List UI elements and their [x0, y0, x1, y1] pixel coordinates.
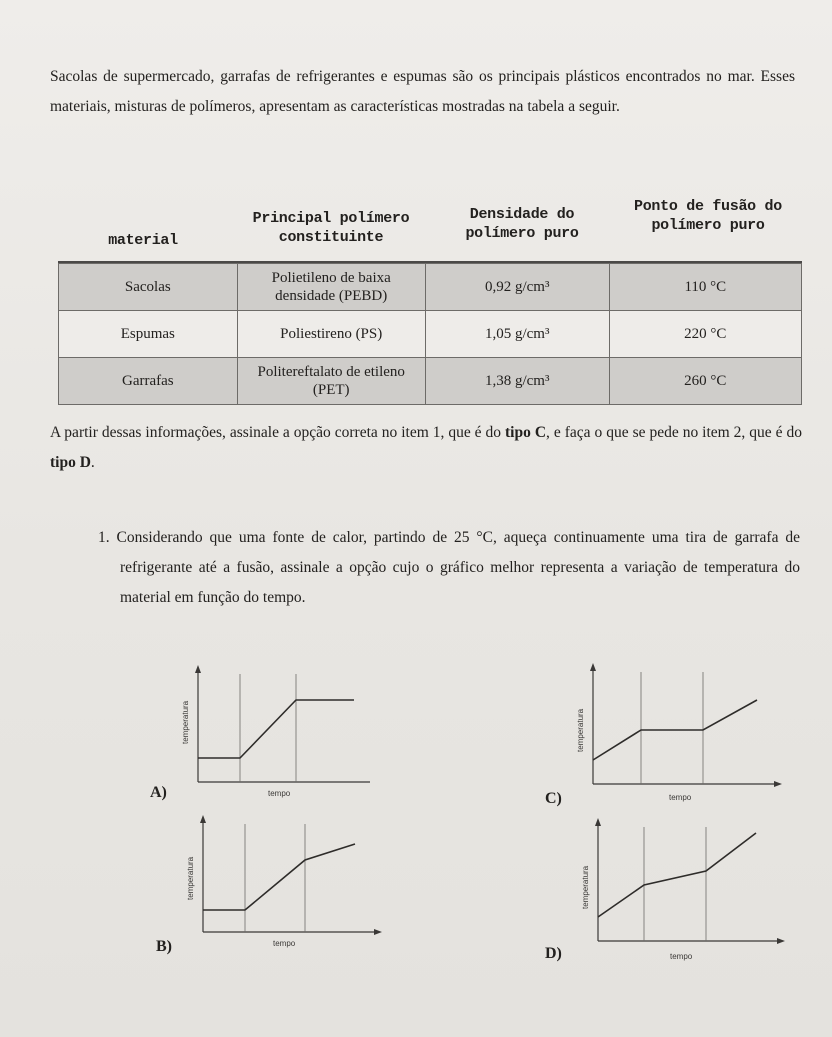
option-a-letter[interactable]: A) — [150, 784, 167, 801]
instruction-text-3: . — [90, 454, 95, 471]
x-label: tempo — [273, 939, 296, 948]
cell-density: 1,05 g/cm³ — [425, 311, 609, 358]
y-label: temperatura — [581, 865, 590, 909]
header-polymer: Principal polímero constituinte — [252, 210, 410, 246]
header-material: material — [108, 232, 178, 249]
option-b-letter[interactable]: B) — [156, 938, 172, 955]
instruction-text-2: , e faça o que se pede no item 2, que é do — [546, 424, 802, 441]
graph-c[interactable] — [565, 660, 785, 815]
table-row — [59, 358, 802, 405]
y-axis-arrow-icon — [200, 815, 206, 823]
curve — [598, 833, 756, 917]
option-d-letter[interactable]: D) — [545, 945, 562, 962]
graph-a[interactable] — [170, 662, 370, 812]
polymer-table — [58, 195, 802, 405]
cell-melting-point: 260 °C — [609, 358, 801, 405]
x-axis-arrow-icon — [774, 781, 782, 787]
x-label: tempo — [669, 793, 692, 802]
table-row — [59, 311, 802, 358]
instruction-tipo-d: tipo D — [50, 454, 91, 471]
x-label: tempo — [268, 789, 291, 798]
instruction-text-1: A partir dessas informações, assinale a opção correta no item 1, que é do — [50, 424, 506, 441]
cell-polymer: Politereftalato de etileno (PET) — [237, 358, 425, 405]
cell-melting-point: 220 °C — [609, 311, 801, 358]
intro-paragraph: Sacolas de supermercado, garrafas de refrigerantes e espumas são os principais plásticos encontrados no mar. Esses materiais, misturas de polímeros, apresentam as características mostradas na tabela a seguir. — [50, 68, 795, 115]
cell-polymer: Polietileno de baixa densidade (PEBD) — [237, 264, 425, 311]
x-label: tempo — [670, 952, 693, 961]
table-header — [58, 195, 802, 263]
cell-density: 1,38 g/cm³ — [425, 358, 609, 405]
table-body — [58, 263, 802, 405]
item-1-paragraph: 1. Considerando que uma fonte de calor, partindo de 25 °C, aqueça continuamente uma tira de garrafa de refrigerante até a fusão, assinale a opção cujo o gráfico melhor representa a variação de temperatura do material em função do tempo. — [98, 529, 800, 606]
header-melting-point: Ponto de fusão do polímero puro — [634, 198, 782, 234]
y-label: temperatura — [576, 708, 585, 752]
cell-material: Sacolas — [59, 264, 238, 311]
cell-material: Espumas — [59, 311, 238, 358]
y-axis-arrow-icon — [595, 818, 601, 826]
header-density: Densidade do polímero puro — [465, 206, 579, 242]
curve — [198, 700, 354, 758]
cell-density: 0,92 g/cm³ — [425, 264, 609, 311]
cell-polymer: Poliestireno (PS) — [237, 311, 425, 358]
y-label: temperatura — [181, 700, 190, 744]
table-top-rule — [58, 261, 802, 263]
curve — [593, 700, 757, 760]
x-axis-arrow-icon — [777, 938, 785, 944]
graph-d[interactable] — [570, 815, 790, 970]
graph-b[interactable] — [175, 812, 385, 962]
instruction-paragraph — [50, 418, 802, 478]
y-axis-arrow-icon — [195, 665, 201, 673]
x-axis-arrow-icon — [374, 929, 382, 935]
cell-melting-point: 110 °C — [609, 264, 801, 311]
option-c-letter[interactable]: C) — [545, 790, 562, 807]
y-label: temperatura — [186, 856, 195, 900]
cell-material: Garrafas — [59, 358, 238, 405]
instruction-tipo-c: tipo C — [505, 424, 547, 441]
curve — [203, 844, 355, 910]
y-axis-arrow-icon — [590, 663, 596, 671]
table-row — [59, 264, 802, 311]
